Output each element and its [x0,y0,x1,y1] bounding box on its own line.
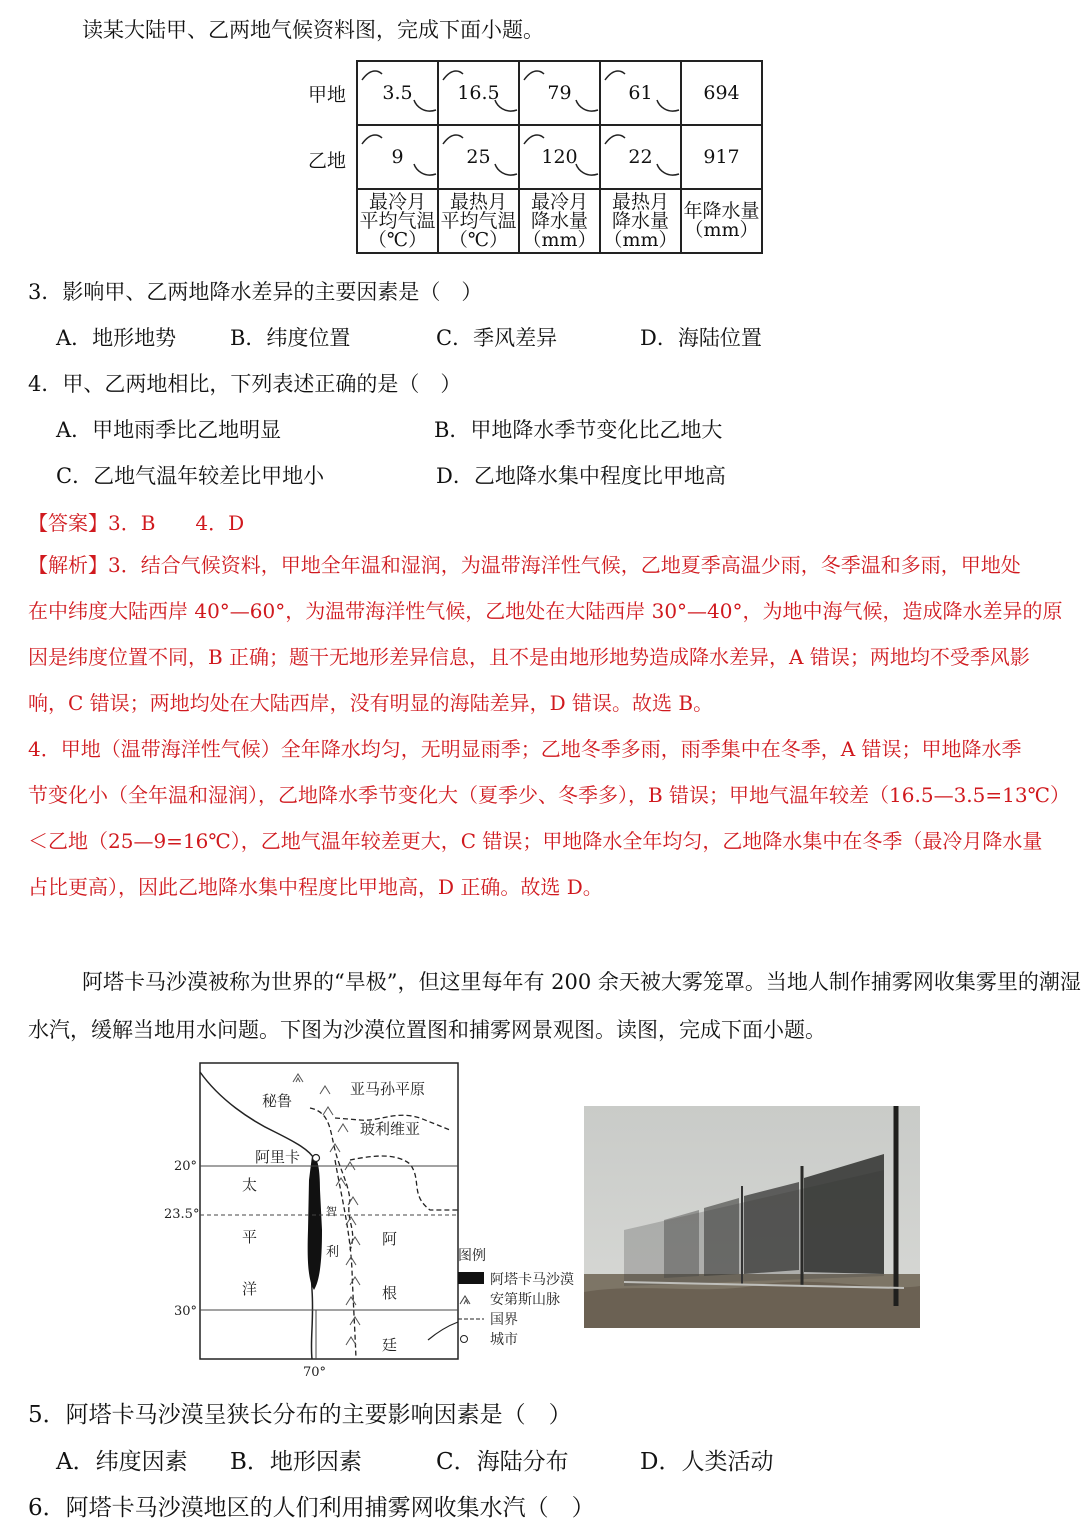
q3-option-c: C．季风差异 [436,326,558,350]
q4-option-c: C．乙地气温年较差比甲地小 [56,464,325,488]
map-legend [458,1248,574,1348]
svg-text:国界: 国界 [490,1312,518,1328]
climate-cell: 694 [681,61,762,125]
intro2-line-1: 阿塔卡马沙漠被称为世界的“旱极”，但这里每年有 200 余天被大雾笼罩。当地人制作捕雾网收集雾里的潮湿 [82,970,1081,994]
climate-table [356,60,763,254]
climate-cell: 25 [438,125,519,189]
map-label-arica: 阿里卡 [255,1148,301,1166]
climate-cell: 120 [519,125,600,189]
svg-text:图例: 图例 [458,1248,486,1264]
atacama-map [160,1060,574,1380]
intro2-line-2: 水汽，缓解当地用水问题。下图为沙漠位置图和捕雾网景观图。读图，完成下面小题。 [28,1018,826,1042]
map-label-ping: 平 [242,1228,258,1246]
q5-option-c: C．海陆分布 [436,1449,569,1475]
climate-cell: 61 [600,61,681,125]
map-label-amazon: 亚马孙平原 [350,1080,426,1098]
q3-option-a: A．地形地势 [56,326,177,350]
climate-cell: 79 [519,61,600,125]
header-cell: 最冷月 降水量 （mm） [519,189,600,253]
analysis-3: 【解析】3．结合气候资料，甲地全年温和湿润，为温带海洋性气候，乙地夏季高温少雨，冬季温和多雨，甲地处 在中纬度大陆西岸 40°—60°，为温带海洋性气候，乙地处在大陆西岸 30°—40°，为地中海气候，造成降水差异的原 因是纬度位置不同，B 正确；题干无地形差异信息，且不是由地形地势造成降水差异，A 错误；两地均不受季风影 响，C 错误；两地均处在大陆西岸，没有明显的海陆差异，D 错误。故选 B。 4．甲地（温带海洋性气候）全年降水均匀，无明显雨季；乙地冬季多雨，雨季集中在冬季，A 错误；甲地降水季 节变化小（全年温和湿润），乙地降水季节变化大（夏季少、冬季多），B 错误；甲地气温年较差（16.5—3.5=13℃） ＜乙地（25—9=16℃），乙地气温年较差更大，C 错误；甲地降水全年均匀，乙地降水集中在冬季（最冷月降水量 占比更高），因此乙地降水集中程度比甲地高，D 正确。故选 D。 [28,553,1070,899]
climate-table-row-label-jia: 甲地 [308,84,347,106]
svg-text:安第斯山脉: 安第斯山脉 [490,1292,560,1308]
header-cell: 最热月 降水量 （mm） [600,189,681,253]
map-label-ting: 廷 [382,1336,398,1354]
lon-label-70: 70° [303,1365,327,1380]
answer-line: 【答案】3．B 4．D [28,511,245,535]
q5-option-d: D．人类活动 [640,1449,774,1475]
map-label-tai: 太 [242,1176,258,1194]
q5-option-a: A．纬度因素 [56,1449,188,1475]
arica-city-icon [313,1155,320,1162]
lat-label-30: 30° [174,1304,198,1319]
header-cell: 最热月 平均气温 （℃） [438,189,519,253]
question-6-stem: 6．阿塔卡马沙漠地区的人们利用捕雾网收集水汽（ ） [28,1495,595,1521]
climate-cell: 22 [600,125,681,189]
map-label-peru: 秘鲁 [262,1092,293,1110]
q4-option-d: D．乙地降水集中程度比甲地高 [436,464,726,488]
question-4-stem: 4．甲、乙两地相比，下列表述正确的是（ ） [28,372,462,396]
climate-table-row-label-yi: 乙地 [308,150,347,172]
svg-text:城市: 城市 [490,1332,518,1348]
map-label-bolivia: 玻利维亚 [360,1120,421,1138]
climate-cell: 3.5 [357,61,438,125]
q5-option-b: B．地形因素 [230,1449,362,1475]
map-label-zhi: 智 [326,1205,337,1218]
q4-option-b: B．甲地降水季节变化比乙地大 [434,418,723,442]
climate-cell: 917 [681,125,762,189]
q4-option-a: A．甲地雨季比乙地明显 [56,418,282,442]
map-label-gen: 根 [382,1284,398,1302]
map-label-a: 阿 [382,1230,398,1248]
intro-text: 读某大陆甲、乙两地气候资料图，完成下面小题。 [82,18,544,42]
q3-option-b: B．纬度位置 [230,326,351,350]
question-3-stem: 3．影响甲、乙两地降水差异的主要因素是（ ） [28,280,483,304]
climate-header-row [357,189,762,253]
question-5-stem: 5．阿塔卡马沙漠呈狭长分布的主要影响因素是（ ） [28,1402,572,1428]
map-label-li: 利 [326,1245,340,1260]
lat-label-20: 20° [174,1159,198,1174]
climate-row-yi [357,125,762,189]
fog-net-photo [584,1106,920,1328]
lat-label-23: 23.5° [164,1207,200,1222]
q3-option-d: D．海陆位置 [640,326,762,350]
climate-cell: 9 [357,125,438,189]
map-label-yang: 洋 [242,1280,258,1298]
climate-row-jia [357,61,762,125]
header-cell: 年降水量 （mm） [681,189,762,253]
header-cell: 最冷月 平均气温 （℃） [357,189,438,253]
climate-cell: 16.5 [438,61,519,125]
svg-text:阿塔卡马沙漠: 阿塔卡马沙漠 [490,1272,574,1288]
